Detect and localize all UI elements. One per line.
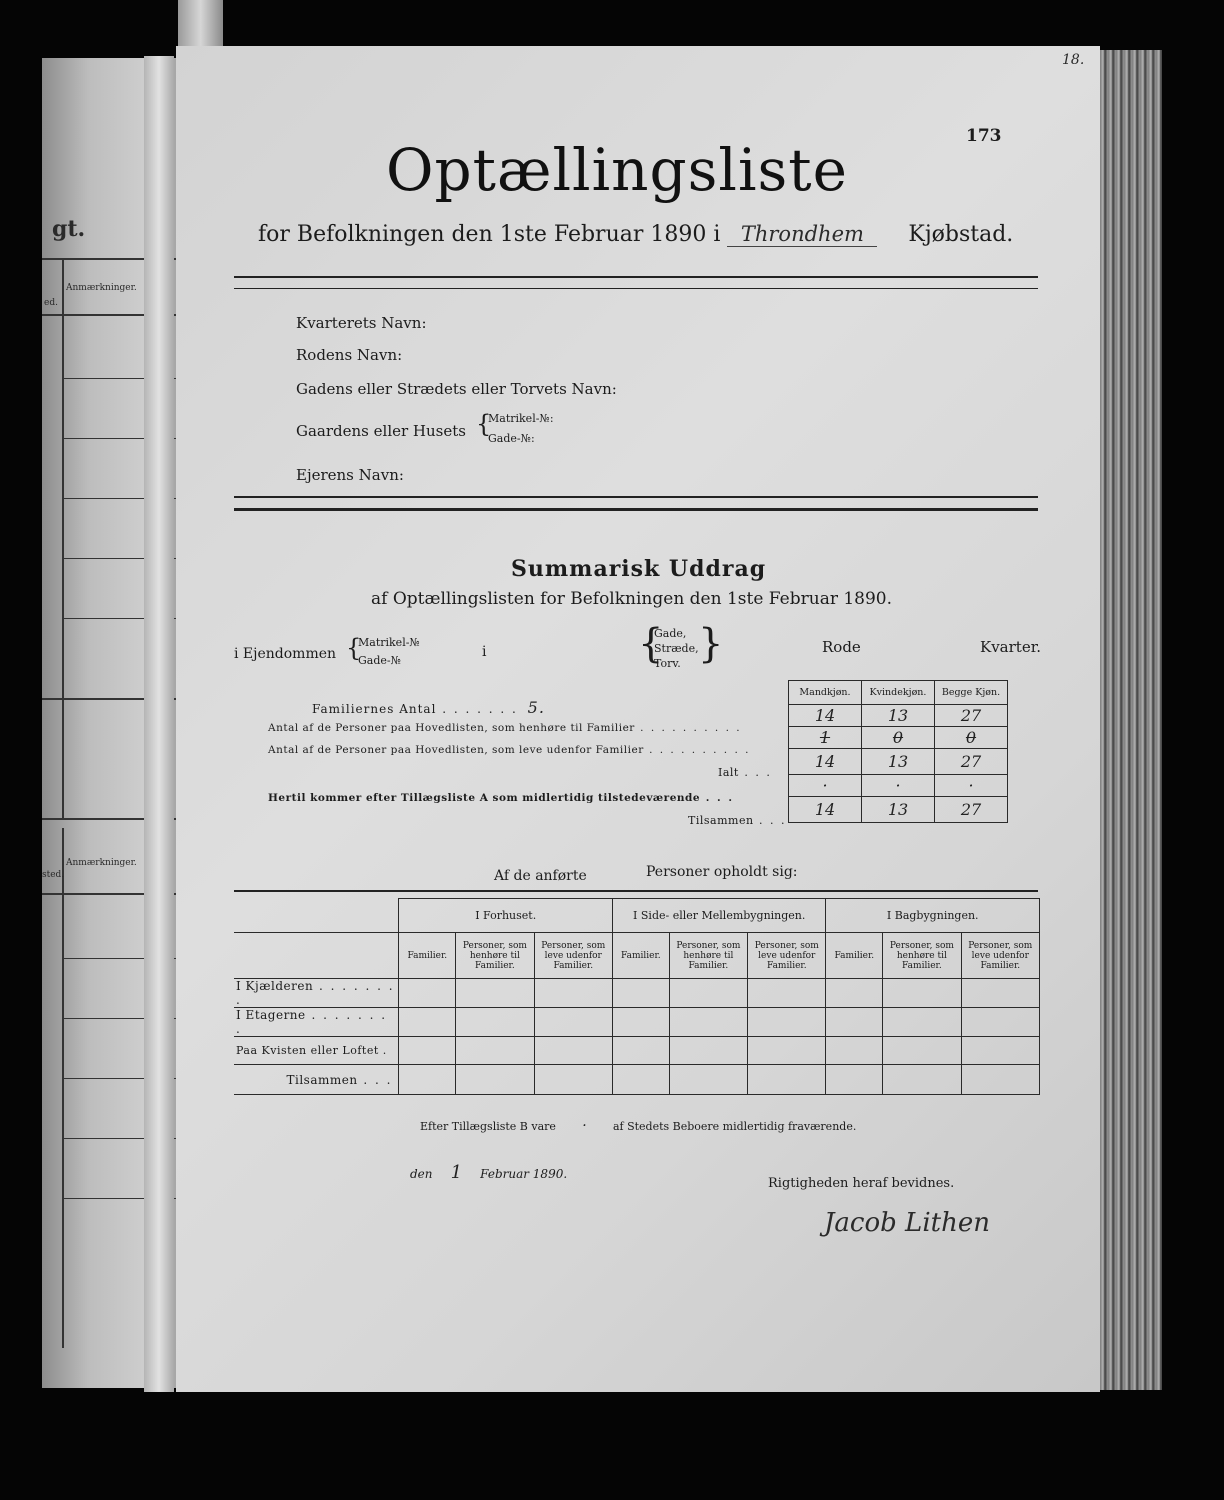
families-count-label: Familiernes Antal . . . . . . . 5. [312, 698, 545, 717]
street-option-torv: Torv. [654, 657, 681, 670]
kvarter-label: Kvarter. [980, 638, 1041, 656]
certification-text: Rigtigheden heraf bevidnes. [768, 1176, 955, 1191]
signature: Jacob Lithen [824, 1208, 990, 1238]
left-page-side-label-2: sted. [42, 870, 65, 880]
page-edges [1100, 50, 1162, 1390]
field-rode: Rodens Navn: [296, 346, 403, 364]
row-1-female: 13 [862, 705, 935, 727]
row-5-text: Tilsammen [688, 814, 754, 827]
sub-henhore-2: Personer, som henhøre til Familier. [669, 933, 747, 979]
spine-top [178, 0, 223, 50]
summary-subheading: af Optællingslisten for Befolkningen den 1ste Februar 1890. [371, 589, 893, 609]
row-kvist-text: Paa Kvisten eller Loftet [236, 1044, 379, 1057]
col-female: Kvindekjøn. [862, 681, 935, 705]
left-page-header-fragment: gt. [52, 216, 86, 242]
left-page-column-label: Anmærkninger. [66, 283, 137, 293]
residence-rule [234, 890, 1038, 892]
residence-row-kjaelder: I Kjælderen . . . . . . . . [234, 979, 399, 1008]
street-option-gade: Gade, [654, 627, 687, 640]
b-prefix: Efter Tillægsliste B vare [420, 1120, 556, 1133]
date-suffix: Februar 1890. [480, 1167, 568, 1181]
corner-folio-mark: 18. [1062, 52, 1085, 68]
row-etager-text: I Etagerne [236, 1008, 306, 1022]
property-gadenr: Gade-№ [358, 654, 402, 667]
row-2-both: 0 [935, 727, 1008, 749]
left-page-column-label-2: Anmærkninger. [66, 858, 137, 868]
residence-corner-cell [234, 899, 399, 933]
summary-row-label-3: Ialt . . . [718, 766, 772, 779]
field-gade: Gadens eller Strædets eller Torvets Navn: [296, 380, 617, 398]
summary-heading: Summarisk Uddrag [511, 556, 767, 582]
date-line [410, 1162, 567, 1183]
families-label-text: Familiernes Antal [312, 702, 437, 716]
col-male: Mandkjøn. [789, 681, 862, 705]
row-4-female: · [862, 775, 935, 797]
row-5-both: 27 [935, 797, 1008, 823]
form-title: Optællingsliste [386, 136, 848, 204]
group-sidebygning: I Side- eller Mellembygningen. [612, 899, 826, 933]
group-forhuset: I Forhuset. [399, 899, 613, 933]
field-brace: { [476, 410, 492, 438]
header-rule [234, 276, 1038, 278]
date-prefix: den [410, 1167, 433, 1181]
sub-henhore-3: Personer, som henhøre til Familier. [883, 933, 961, 979]
tillaegsliste-b-line [420, 1118, 856, 1134]
row-1-text: Antal af de Personer paa Hovedlisten, som henhøre til Familier [268, 722, 635, 734]
row-5-female: 13 [862, 797, 935, 823]
page-number: 173 [966, 126, 1002, 146]
residence-caption-right: Personer opholdt sig: [646, 864, 798, 880]
row-3-both: 27 [935, 749, 1008, 775]
row-5-male: 14 [789, 797, 862, 823]
summary-row-label-1: Antal af de Personer paa Hovedlisten, som henhøre til Familier . . . . . . . . . . [268, 722, 742, 734]
b-suffix: af Stedets Beboere midlertidig fraværende. [612, 1120, 857, 1133]
street-brace-right: } [698, 621, 724, 667]
residence-row-kvist: Paa Kvisten eller Loftet . [234, 1037, 399, 1065]
field-matrikel: Matrikel-№: [488, 412, 554, 425]
census-form-page [176, 46, 1100, 1392]
section-rule-thick [234, 508, 1038, 511]
property-matrikel: Matrikel-№ [358, 636, 420, 649]
field-gadenr: Gade-№: [488, 432, 535, 445]
field-kvarter: Kvarterets Navn: [296, 314, 427, 332]
group-bagbygning: I Bagbygningen. [826, 899, 1040, 933]
sub-henhore-1: Personer, som henhøre til Familier. [456, 933, 534, 979]
field-gaard: Gaardens eller Husets [296, 422, 466, 440]
col-both: Begge Kjøn. [935, 681, 1008, 705]
street-options [654, 626, 699, 671]
left-page-side-label: ed. [44, 298, 58, 308]
street-brace-left: { [638, 621, 664, 667]
property-label: i Ejendommen [234, 646, 337, 662]
row-3-text: Ialt [718, 766, 739, 779]
summary-row-label-2: Antal af de Personer paa Hovedlisten, som leve udenfor Familier . . . . . . . . . . [268, 744, 751, 756]
section-rule [234, 496, 1038, 498]
header-rule-thin [234, 288, 1038, 289]
sub-udenfor-3: Personer, som leve udenfor Familier. [961, 933, 1039, 979]
row-2-female: 0 [862, 727, 935, 749]
b-value: · [582, 1118, 587, 1134]
row-3-male: 14 [789, 749, 862, 775]
property-brace: { [346, 634, 362, 662]
residence-table [234, 898, 1040, 1095]
summary-counts-table [788, 680, 1008, 823]
row-2-male: 1 [789, 727, 862, 749]
sub-udenfor-2: Personer, som leve udenfor Familier. [748, 933, 826, 979]
property-i: i [482, 644, 487, 660]
row-1-male: 14 [789, 705, 862, 727]
form-subtitle [258, 222, 1013, 247]
summary-row-label-5: Tilsammen . . . [688, 814, 787, 827]
residence-row-etager: I Etagerne . . . . . . . . [234, 1008, 399, 1037]
sub-familier-2: Familier. [612, 933, 669, 979]
binding-strip [144, 56, 174, 1392]
row-4-male: · [789, 775, 862, 797]
families-count-value: 5. [527, 698, 545, 717]
sub-familier-1: Familier. [399, 933, 456, 979]
sub-familier-3: Familier. [826, 933, 883, 979]
residence-caption-left: Af de anførte [494, 868, 587, 884]
town-name-handwritten: Throndhem [727, 222, 877, 247]
row-4-text: Hertil kommer efter Tillægsliste A som midlertidig tilstedeværende [268, 792, 701, 804]
rode-label: Rode [822, 638, 861, 656]
row-tilsammen-text: Tilsammen [286, 1072, 358, 1087]
summary-row-label-4: Hertil kommer efter Tillægsliste A som midlertidig tilstedeværende . . . [268, 792, 734, 804]
subtitle-suffix: Kjøbstad. [908, 222, 1014, 247]
row-1-both: 27 [935, 705, 1008, 727]
street-option-straede: Stræde, [654, 642, 699, 655]
row-3-female: 13 [862, 749, 935, 775]
subtitle-prefix: for Befolkningen den 1ste Februar 1890 i [258, 222, 721, 247]
row-4-both: · [935, 775, 1008, 797]
field-ejer: Ejerens Navn: [296, 466, 404, 484]
row-kjaelder-text: I Kjælderen [236, 979, 314, 993]
sub-udenfor-1: Personer, som leve udenfor Familier. [534, 933, 612, 979]
row-2-text: Antal af de Personer paa Hovedlisten, som leve udenfor Familier [268, 744, 644, 756]
date-day: 1 [450, 1162, 463, 1183]
residence-label-header [234, 933, 399, 979]
residence-row-tilsammen: Tilsammen . . . [234, 1065, 399, 1095]
